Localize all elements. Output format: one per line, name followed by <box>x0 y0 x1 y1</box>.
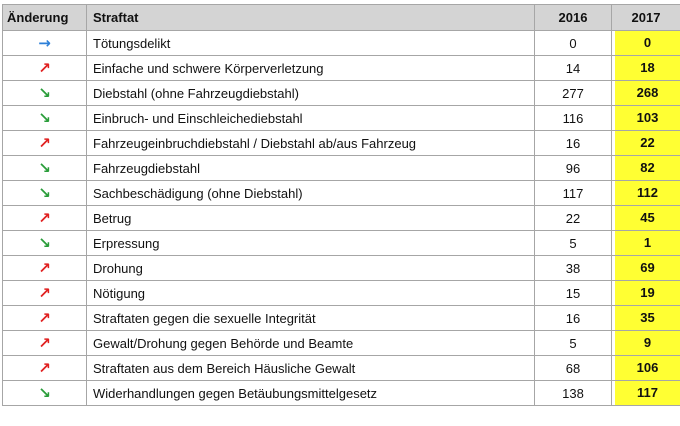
value-2017-cell <box>612 231 680 256</box>
value-2016-cell: 68 <box>535 356 612 381</box>
change-cell <box>3 131 87 156</box>
table-row <box>3 81 680 106</box>
table-row <box>3 181 680 206</box>
change-cell <box>3 156 87 181</box>
table-row <box>3 206 680 231</box>
change-cell <box>3 256 87 281</box>
header-year-2017: 2017 <box>612 5 680 31</box>
arrow-down-right-icon: ↘ <box>38 383 51 402</box>
offense-cell: Fahrzeugeinbruchdiebstahl / Diebstahl ab/aus Fahrzeug <box>87 131 535 156</box>
value-2017-highlight: 117 <box>615 381 680 405</box>
value-2017-highlight: 112 <box>615 181 680 205</box>
offense-cell: Fahrzeugdiebstahl <box>87 156 535 181</box>
table-row <box>3 306 680 331</box>
value-2017-highlight: 35 <box>615 306 680 330</box>
offense-cell: Straftaten aus dem Bereich Häusliche Gewalt <box>87 356 535 381</box>
value-2017-highlight: 106 <box>615 356 680 380</box>
value-2016-cell: 138 <box>535 381 612 406</box>
table-row <box>3 381 680 406</box>
value-2017-highlight: 1 <box>615 231 680 255</box>
table-row <box>3 356 680 381</box>
value-2017-highlight: 19 <box>615 281 680 305</box>
arrow-down-right-icon: ↘ <box>38 233 51 252</box>
arrow-up-right-icon: ↗ <box>38 58 51 77</box>
value-2017-highlight: 0 <box>615 31 680 55</box>
arrow-up-right-icon: ↗ <box>38 133 51 152</box>
value-2016-cell: 117 <box>535 181 612 206</box>
value-2017-cell <box>612 206 680 231</box>
table-header-row <box>3 5 680 31</box>
value-2016-cell: 14 <box>535 56 612 81</box>
arrow-up-right-icon: ↗ <box>38 358 51 377</box>
value-2017-cell <box>612 156 680 181</box>
table-row <box>3 106 680 131</box>
value-2016-cell: 16 <box>535 131 612 156</box>
change-cell <box>3 381 87 406</box>
arrow-down-right-icon: ↘ <box>38 158 51 177</box>
offense-cell: Einbruch- und Einschleichediebstahl <box>87 106 535 131</box>
value-2017-cell <box>612 81 680 106</box>
value-2017-cell <box>612 281 680 306</box>
value-2017-highlight: 22 <box>615 131 680 155</box>
value-2017-highlight: 9 <box>615 331 680 355</box>
table-row <box>3 331 680 356</box>
table-row <box>3 131 680 156</box>
arrow-down-right-icon: ↘ <box>38 108 51 127</box>
offense-cell: Einfache und schwere Körperverletzung <box>87 56 535 81</box>
table-row <box>3 256 680 281</box>
value-2017-cell <box>612 306 680 331</box>
header-offense: Straftat <box>87 5 535 31</box>
arrow-up-right-icon: ↗ <box>38 208 51 227</box>
value-2017-highlight: 69 <box>615 256 680 280</box>
change-cell <box>3 81 87 106</box>
value-2017-cell <box>612 381 680 406</box>
value-2017-cell <box>612 356 680 381</box>
change-cell <box>3 181 87 206</box>
arrow-down-right-icon: ↘ <box>38 83 51 102</box>
value-2017-cell <box>612 131 680 156</box>
offense-cell: Straftaten gegen die sexuelle Integrität <box>87 306 535 331</box>
value-2016-cell: 96 <box>535 156 612 181</box>
value-2017-cell <box>612 181 680 206</box>
value-2016-cell: 16 <box>535 306 612 331</box>
offense-cell: Tötungsdelikt <box>87 31 535 56</box>
table-row <box>3 281 680 306</box>
offense-cell: Betrug <box>87 206 535 231</box>
arrow-up-right-icon: ↗ <box>38 283 51 302</box>
offense-cell: Drohung <box>87 256 535 281</box>
value-2016-cell: 116 <box>535 106 612 131</box>
offense-cell: Gewalt/Drohung gegen Behörde und Beamte <box>87 331 535 356</box>
value-2017-cell <box>612 331 680 356</box>
crime-statistics-table <box>2 4 680 406</box>
value-2017-cell <box>612 256 680 281</box>
value-2016-cell: 38 <box>535 256 612 281</box>
offense-cell: Diebstahl (ohne Fahrzeugdiebstahl) <box>87 81 535 106</box>
offense-cell: Sachbeschädigung (ohne Diebstahl) <box>87 181 535 206</box>
value-2017-highlight: 18 <box>615 56 680 80</box>
value-2017-highlight: 103 <box>615 106 680 130</box>
change-cell <box>3 281 87 306</box>
arrow-up-right-icon: ↗ <box>38 333 51 352</box>
table-body <box>3 31 680 406</box>
change-cell <box>3 206 87 231</box>
change-cell <box>3 306 87 331</box>
change-cell <box>3 31 87 56</box>
value-2016-cell: 277 <box>535 81 612 106</box>
table-row <box>3 56 680 81</box>
header-change: Änderung <box>3 5 87 31</box>
arrow-up-right-icon: ↗ <box>38 308 51 327</box>
arrow-right-icon: → <box>38 33 51 52</box>
table-row <box>3 156 680 181</box>
value-2017-cell <box>612 106 680 131</box>
value-2017-highlight: 45 <box>615 206 680 230</box>
value-2016-cell: 5 <box>535 231 612 256</box>
value-2017-cell <box>612 31 680 56</box>
arrow-up-right-icon: ↗ <box>38 258 51 277</box>
table-row <box>3 231 680 256</box>
offense-cell: Widerhandlungen gegen Betäubungsmittelgesetz <box>87 381 535 406</box>
header-year-2016: 2016 <box>535 5 612 31</box>
value-2016-cell: 5 <box>535 331 612 356</box>
change-cell <box>3 56 87 81</box>
change-cell <box>3 331 87 356</box>
value-2016-cell: 0 <box>535 31 612 56</box>
change-cell <box>3 356 87 381</box>
value-2016-cell: 15 <box>535 281 612 306</box>
offense-cell: Erpressung <box>87 231 535 256</box>
value-2016-cell: 22 <box>535 206 612 231</box>
table-row <box>3 31 680 56</box>
value-2017-cell <box>612 56 680 81</box>
value-2017-highlight: 268 <box>615 81 680 105</box>
arrow-down-right-icon: ↘ <box>38 183 51 202</box>
change-cell <box>3 231 87 256</box>
offense-cell: Nötigung <box>87 281 535 306</box>
value-2017-highlight: 82 <box>615 156 680 180</box>
change-cell <box>3 106 87 131</box>
